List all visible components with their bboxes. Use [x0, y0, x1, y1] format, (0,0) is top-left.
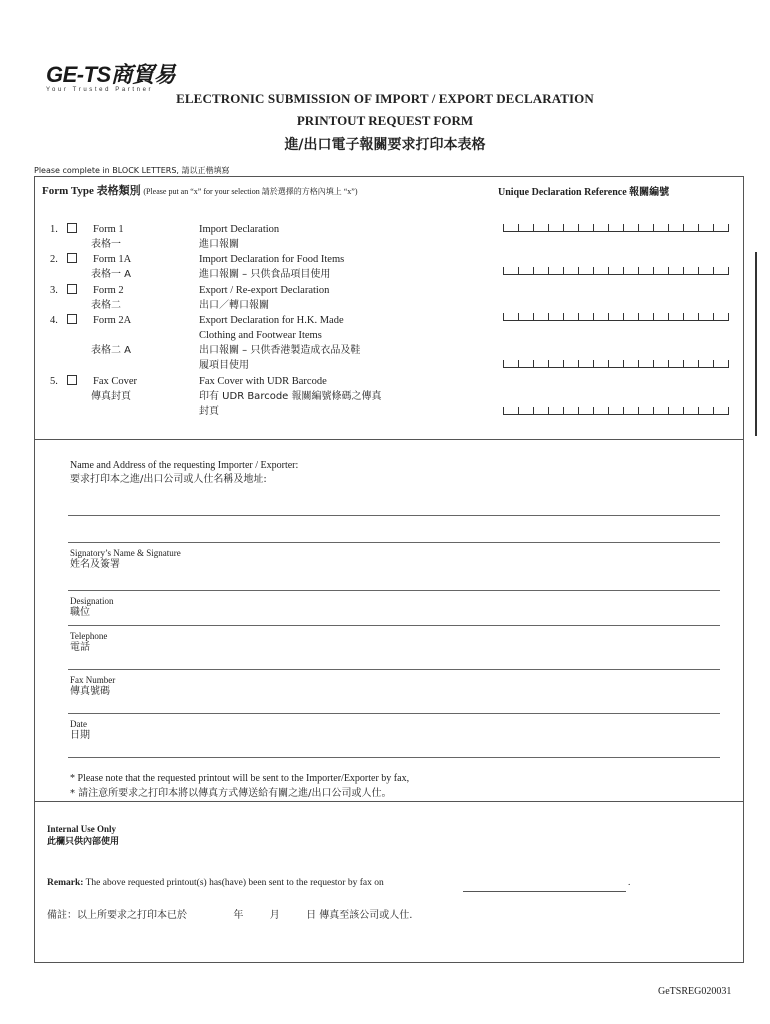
udr-tick: [518, 360, 519, 368]
form-2a-desc-zh: 出口報關 – 只供香港製造成衣品及鞋: [199, 345, 361, 356]
field-label-zh: 職位: [70, 607, 90, 618]
udr-tick: [698, 313, 699, 321]
form-1a-desc-zh: 進口報關 – 只供食品項目使用: [199, 269, 331, 280]
fax-cover-desc-zh: 印有 UDR Barcode 報關編號條碼之傳真: [199, 391, 382, 402]
remark-text: The above requested printout(s) has(have) been sent to the requestor by fax on: [85, 878, 384, 888]
form-2a-desc-zh-2: 履項目使用: [199, 360, 249, 371]
form-number: 3.: [50, 285, 58, 296]
udr-tick: [653, 407, 654, 415]
udr-tick: [563, 360, 564, 368]
form-option-2: [50, 252, 77, 267]
udr-tick: [728, 360, 729, 368]
udr-tick: [623, 267, 624, 275]
udr-tick: [638, 407, 639, 415]
udr-tick: [653, 267, 654, 275]
udr-baseline: [503, 320, 728, 321]
form-option-4: [50, 313, 77, 328]
udr-baseline: [503, 367, 728, 368]
form-2-name-zh: 表格二: [91, 300, 121, 311]
udr-header: Unique Declaration Reference 報關編號: [498, 187, 670, 198]
remark-zh: [47, 906, 412, 921]
udr-tick: [668, 224, 669, 232]
udr-tick: [623, 313, 624, 321]
form-2-desc: Export / Re-export Declaration: [199, 285, 330, 296]
form-2a-name: Form 2A: [93, 315, 132, 326]
form-1a-desc: Import Declaration for Food Items: [199, 254, 345, 265]
udr-tick: [638, 267, 639, 275]
page-title-zh: 進/出口電子報關要求打印本表格: [284, 137, 486, 153]
form-2a-name-zh: 表格二 A: [91, 345, 132, 356]
udr-tick: [548, 407, 549, 415]
form-2-name: Form 2: [93, 285, 124, 296]
udr-tick: [668, 313, 669, 321]
logo-tagline: Your Trusted Partner: [46, 87, 154, 93]
telephone-line[interactable]: [68, 669, 720, 670]
checkbox-fax-cover[interactable]: [67, 375, 77, 385]
udr-tick: [608, 224, 609, 232]
udr-tick: [728, 267, 729, 275]
udr-field-form-1[interactable]: [503, 224, 728, 232]
udr-tick: [518, 267, 519, 275]
document-id: GeTSREG020031: [658, 986, 732, 997]
udr-tick: [548, 224, 549, 232]
form-number: 5.: [50, 376, 58, 387]
udr-tick: [563, 313, 564, 321]
udr-tick: [578, 407, 579, 415]
udr-tick: [683, 407, 684, 415]
udr-tick: [593, 360, 594, 368]
udr-tick: [593, 313, 594, 321]
remark-zh-month: 月: [269, 910, 280, 921]
form-option-3: [50, 283, 77, 298]
checkbox-form-2a[interactable]: [67, 314, 77, 324]
udr-tick: [593, 407, 594, 415]
udr-tick: [608, 360, 609, 368]
form-number: 2.: [50, 254, 58, 265]
udr-tick: [503, 267, 504, 275]
udr-tick: [518, 407, 519, 415]
field-label-zh: 電話: [70, 642, 90, 653]
udr-baseline: [503, 274, 728, 275]
udr-tick: [683, 313, 684, 321]
footnote: * Please note that the requested printout will be sent to the Importer/Exporter by fax,: [70, 773, 410, 784]
udr-tick: [698, 224, 699, 232]
udr-tick: [608, 407, 609, 415]
udr-tick: [713, 407, 714, 415]
remark-end: .: [628, 878, 631, 888]
checkbox-form-1a[interactable]: [67, 253, 77, 263]
fax-cover-name-zh: 傳真封頁: [91, 391, 131, 402]
udr-tick: [578, 267, 579, 275]
remark-zh-year: 年: [233, 910, 244, 921]
section-divider-1: [34, 439, 744, 440]
form-2-desc-zh: 出口／轉口報關: [199, 300, 269, 311]
udr-tick: [638, 360, 639, 368]
udr-tick: [683, 360, 684, 368]
form-2a-desc-2: Clothing and Footwear Items: [199, 330, 322, 341]
remark-label: Remark:: [47, 878, 84, 888]
form-2a-desc: Export Declaration for H.K. Made: [199, 315, 344, 326]
field-label: Date: [70, 719, 87, 729]
form-1a-name: Form 1A: [93, 254, 132, 265]
fax-cover-desc: Fax Cover with UDR Barcode: [199, 376, 327, 387]
field-label-zh: 日期: [70, 730, 90, 741]
udr-tick: [728, 407, 729, 415]
udr-baseline: [503, 414, 728, 415]
udr-tick: [728, 224, 729, 232]
internal-use-title-zh: 此欄只供內部使用: [47, 837, 120, 847]
udr-tick: [563, 224, 564, 232]
udr-tick: [503, 360, 504, 368]
udr-tick: [728, 313, 729, 321]
udr-tick: [638, 313, 639, 321]
udr-tick: [668, 267, 669, 275]
udr-tick: [503, 224, 504, 232]
udr-tick: [653, 224, 654, 232]
udr-tick: [593, 224, 594, 232]
requestor-label-zh: 要求打印本之進/出口公司或人仕名稱及地址:: [70, 474, 267, 485]
fax-cover-name: Fax Cover: [93, 376, 138, 387]
form-1-name-zh: 表格一: [91, 239, 121, 250]
udr-tick: [608, 267, 609, 275]
checkbox-form-1[interactable]: [67, 223, 77, 233]
udr-tick: [578, 224, 579, 232]
udr-tick: [713, 224, 714, 232]
field-designation: [70, 595, 114, 619]
udr-tick: [503, 313, 504, 321]
form-1-desc-zh: 進口報關: [199, 239, 239, 250]
internal-use-title: Internal Use Only: [47, 824, 117, 834]
udr-tick: [713, 313, 714, 321]
udr-tick: [668, 407, 669, 415]
udr-field-fax-cover[interactable]: [503, 407, 728, 415]
form-number: 4.: [50, 315, 58, 326]
field-label-zh: 傳真號碼: [70, 686, 110, 697]
udr-tick: [533, 224, 534, 232]
field-fax-number: [70, 674, 115, 698]
requestor-line-1[interactable]: [68, 515, 720, 516]
scrollbar[interactable]: [755, 252, 757, 436]
form-type-header: [42, 182, 358, 198]
udr-tick: [713, 360, 714, 368]
form-option-1: [50, 222, 77, 237]
designation-line[interactable]: [68, 625, 720, 626]
udr-field-form-2[interactable]: [503, 313, 728, 321]
footnote-zh: * 請注意所要求之打印本將以傳真方式傳送給有關之進/出口公司或人仕。: [70, 788, 392, 799]
udr-tick: [608, 313, 609, 321]
form-1a-name-zh: 表格一 A: [91, 269, 132, 280]
field-label: Signatory’s Name & Signature: [70, 548, 181, 558]
udr-tick: [533, 267, 534, 275]
signatory-line[interactable]: [68, 590, 720, 591]
udr-tick: [593, 267, 594, 275]
udr-tick: [713, 267, 714, 275]
udr-baseline: [503, 231, 728, 232]
udr-tick: [623, 407, 624, 415]
field-label: Fax Number: [70, 675, 116, 685]
fax-number-line[interactable]: [68, 713, 720, 714]
form-1-name: Form 1: [93, 224, 124, 235]
udr-tick: [548, 267, 549, 275]
udr-tick: [698, 360, 699, 368]
udr-tick: [623, 360, 624, 368]
form-number: 1.: [50, 224, 58, 235]
logo-text: GE-TS商貿易: [46, 62, 176, 87]
field-label-zh: 姓名及簽署: [70, 559, 120, 570]
udr-tick: [698, 267, 699, 275]
udr-tick: [683, 267, 684, 275]
remark-date-line[interactable]: [463, 891, 626, 892]
udr-tick: [653, 313, 654, 321]
field-label: Designation: [70, 596, 114, 606]
udr-tick: [533, 360, 534, 368]
udr-tick: [533, 313, 534, 321]
remark-zh-prefix: 備註：以上所要求之打印本已於: [47, 910, 187, 921]
field-label: Telephone: [70, 631, 108, 641]
requestor-label: Name and Address of the requesting Importer / Exporter:: [70, 460, 299, 471]
udr-tick: [578, 360, 579, 368]
form-type-label: Form Type 表格類別: [42, 185, 141, 197]
udr-tick: [518, 313, 519, 321]
field-telephone: [70, 630, 107, 654]
remark: [47, 878, 384, 888]
internal-use-section: [47, 823, 119, 849]
udr-tick: [698, 407, 699, 415]
instruction-note: Please complete in BLOCK LETTERS, 請以正楷填寫: [34, 166, 230, 175]
udr-tick: [548, 360, 549, 368]
form-1-desc: Import Declaration: [199, 224, 280, 235]
udr-tick: [683, 224, 684, 232]
udr-tick: [518, 224, 519, 232]
fax-cover-desc-zh-2: 封頁: [199, 406, 219, 417]
form-option-5: [50, 374, 77, 389]
udr-tick: [548, 313, 549, 321]
page-title: ELECTRONIC SUBMISSION OF IMPORT / EXPORT DECLARATION: [176, 91, 594, 106]
page-subtitle: PRINTOUT REQUEST FORM: [296, 113, 474, 128]
form-type-note: (Please put an “x” for your selection 請於選擇的方格內填上 “x”): [143, 187, 358, 196]
udr-tick: [668, 360, 669, 368]
remark-zh-day: 日 傳真至該公司或人仕.: [306, 910, 413, 921]
udr-tick: [638, 224, 639, 232]
udr-tick: [533, 407, 534, 415]
udr-tick: [653, 360, 654, 368]
field-signatory: [70, 547, 181, 571]
field-date: [70, 718, 90, 742]
date-line[interactable]: [68, 757, 720, 758]
requestor-line-2[interactable]: [68, 542, 720, 543]
udr-tick: [503, 407, 504, 415]
checkbox-form-2[interactable]: [67, 284, 77, 294]
udr-tick: [563, 407, 564, 415]
udr-tick: [563, 267, 564, 275]
udr-tick: [623, 224, 624, 232]
section-divider-2: [34, 801, 744, 802]
logo: [46, 58, 176, 93]
udr-field-form-1a[interactable]: [503, 267, 728, 275]
udr-field-form-2a[interactable]: [503, 360, 728, 368]
udr-tick: [578, 313, 579, 321]
